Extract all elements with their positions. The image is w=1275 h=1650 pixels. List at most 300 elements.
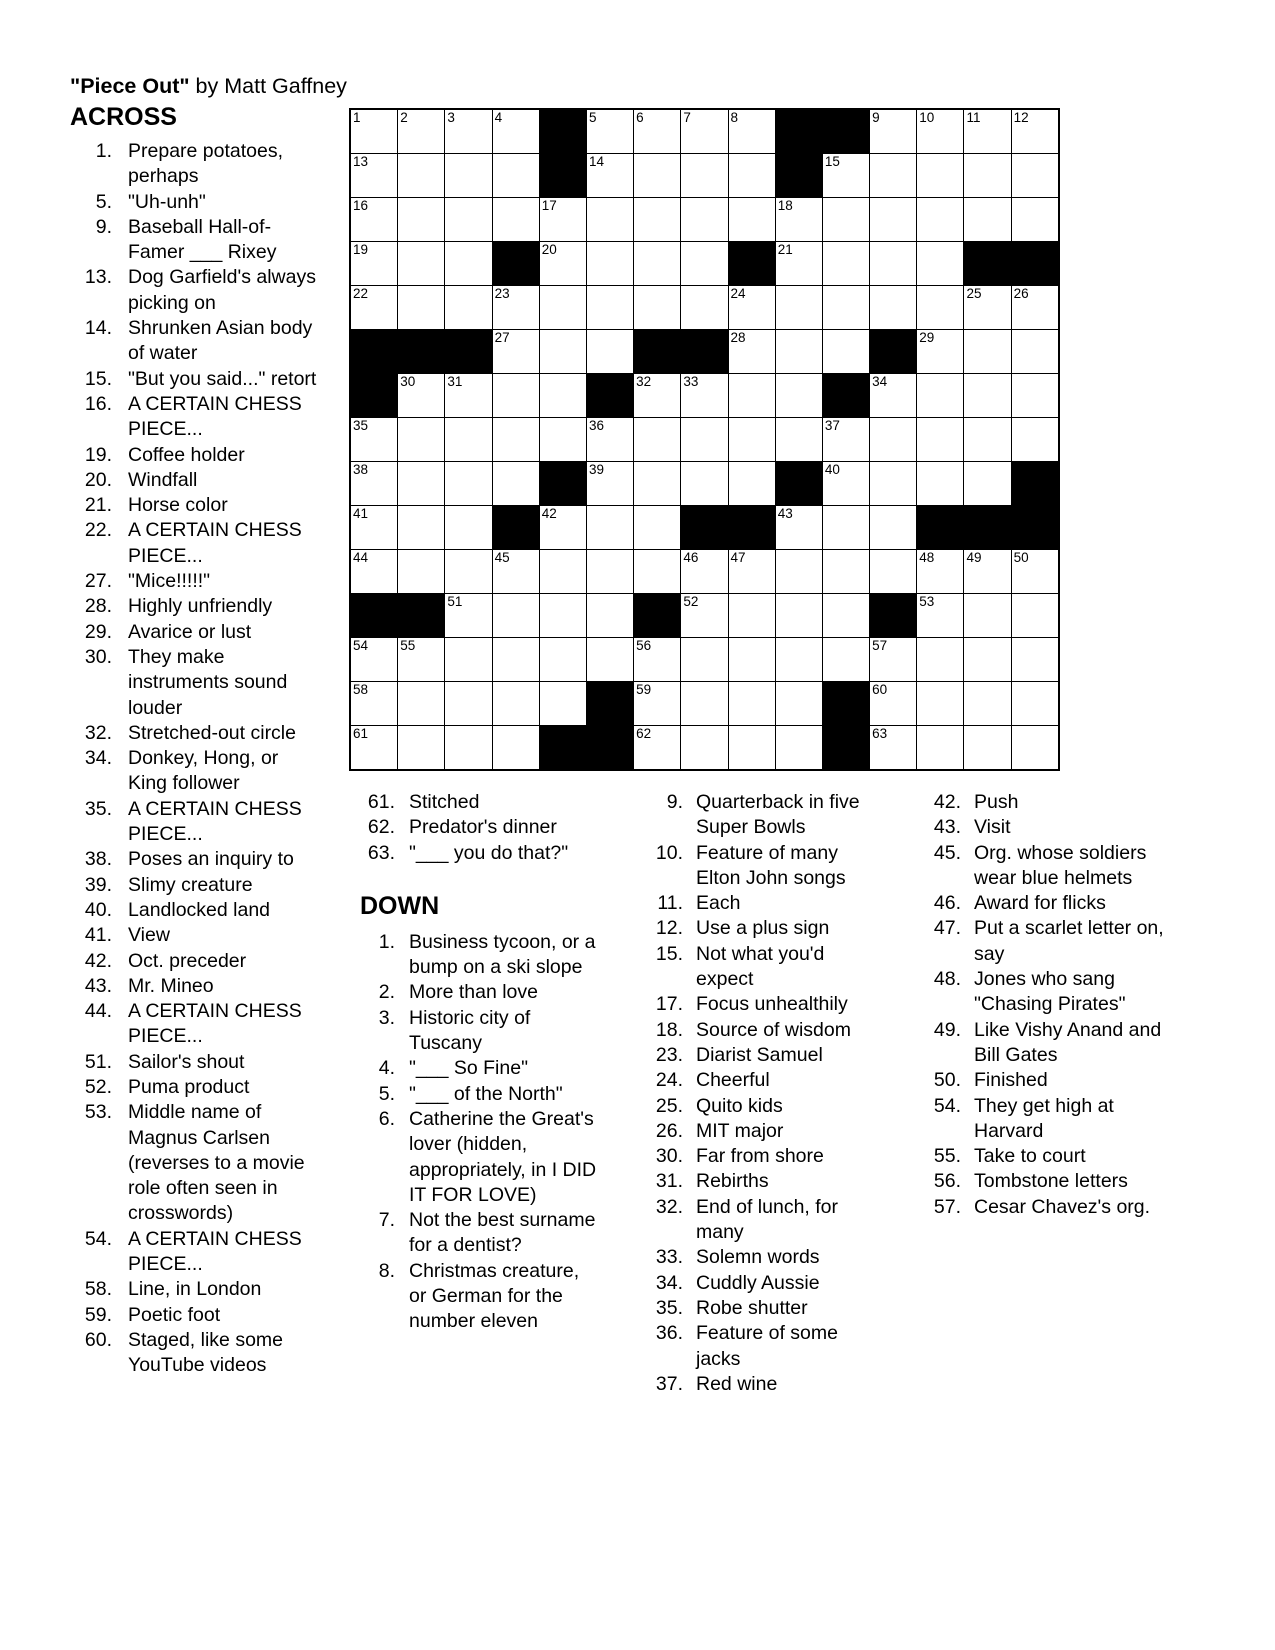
clue-text: Windfall [128, 468, 198, 491]
clue-number: 2. [378, 981, 395, 1004]
grid-cell[interactable] [964, 726, 1010, 769]
grid-cell[interactable] [729, 286, 775, 329]
grid-cell[interactable] [729, 726, 775, 769]
grid-cell[interactable] [964, 374, 1010, 417]
grid-cell[interactable] [681, 154, 727, 197]
down-clue-list-1 [330, 930, 601, 1335]
clue-34 [64, 746, 318, 797]
grid-cell[interactable] [540, 682, 586, 725]
cell-number: 48 [919, 550, 935, 565]
clue-text: Visit [974, 816, 1011, 839]
down-heading: DOWN [360, 891, 440, 920]
grid-cell[interactable] [634, 726, 680, 769]
cell-number: 39 [588, 462, 604, 477]
grid-cell[interactable] [587, 594, 633, 637]
grid-cell[interactable] [493, 286, 539, 329]
grid-cell[interactable] [540, 638, 586, 681]
grid-cell[interactable] [964, 330, 1010, 373]
grid-cell[interactable] [351, 638, 397, 681]
grid-cell[interactable] [398, 726, 444, 769]
grid-cell[interactable] [587, 154, 633, 197]
clue-6 [330, 1107, 601, 1208]
grid-cell[interactable] [1012, 154, 1058, 197]
grid-cell[interactable] [681, 682, 727, 725]
cell-number: 58 [353, 682, 369, 697]
clue-text: View [128, 924, 170, 947]
grid-cell-black [776, 110, 822, 153]
grid-cell[interactable] [964, 682, 1010, 725]
grid-cell[interactable] [729, 110, 775, 153]
clue-number: 32. [84, 721, 112, 744]
grid-cell[interactable] [540, 242, 586, 285]
grid-cell[interactable] [445, 374, 491, 417]
cell-number: 9 [872, 110, 880, 125]
grid-cell[interactable] [870, 550, 916, 593]
grid-cell[interactable] [870, 506, 916, 549]
grid-cell[interactable] [634, 374, 680, 417]
clue-number: 24. [655, 1069, 683, 1092]
clue-number: 58. [84, 1278, 112, 1301]
clue-text: More than love [409, 981, 538, 1004]
clue-number: 43. [933, 816, 961, 839]
grid-cell[interactable] [398, 374, 444, 417]
grid-cell[interactable] [634, 286, 680, 329]
grid-cell[interactable] [823, 506, 869, 549]
clue-number: 54. [933, 1094, 961, 1117]
clue-3 [330, 1006, 601, 1057]
grid-cell[interactable] [964, 418, 1010, 461]
clue-number: 51. [84, 1050, 112, 1073]
grid-cell[interactable] [1012, 330, 1058, 373]
grid-cell[interactable] [681, 286, 727, 329]
grid-cell[interactable] [493, 418, 539, 461]
grid-cell[interactable] [776, 418, 822, 461]
grid-cell[interactable] [917, 330, 963, 373]
clue-25 [608, 1094, 886, 1119]
across-heading: ACROSS [70, 103, 177, 131]
grid-cell[interactable] [540, 286, 586, 329]
grid-cell[interactable] [681, 374, 727, 417]
clue-text: Not the best surname for a dentist? [409, 1209, 596, 1257]
grid-cell[interactable] [681, 242, 727, 285]
clue-17 [608, 992, 886, 1017]
grid-cell[interactable] [1012, 418, 1058, 461]
grid-cell[interactable] [445, 550, 491, 593]
grid-cell[interactable] [729, 550, 775, 593]
grid-cell[interactable] [964, 462, 1010, 505]
grid-cell[interactable] [493, 374, 539, 417]
grid-cell[interactable] [398, 418, 444, 461]
clue-number: 34. [655, 1271, 683, 1294]
grid-cell[interactable] [493, 550, 539, 593]
clue-number: 15. [655, 942, 683, 965]
clue-number: 31. [655, 1170, 683, 1193]
grid-cell[interactable] [398, 506, 444, 549]
clue-number: 6. [378, 1107, 395, 1130]
clue-text: Business tycoon, or a bump on a ski slope [409, 930, 596, 979]
grid-cell[interactable] [587, 110, 633, 153]
clue-35 [64, 797, 318, 848]
grid-cell[interactable] [917, 682, 963, 725]
clue-text: Baseball Hall-of-Famer ___ Rixey [128, 215, 277, 264]
grid-cell[interactable] [445, 594, 491, 637]
grid-cell[interactable] [729, 594, 775, 637]
grid-cell[interactable] [1012, 638, 1058, 681]
clue-number: 43. [84, 974, 112, 997]
grid-cell[interactable] [587, 242, 633, 285]
grid-cell[interactable] [398, 154, 444, 197]
grid-cell[interactable] [445, 110, 491, 153]
grid-cell[interactable] [587, 330, 633, 373]
grid-cell[interactable] [823, 638, 869, 681]
clue-text: Rebirths [696, 1170, 769, 1193]
cell-number: 30 [400, 374, 416, 389]
grid-cell[interactable] [587, 462, 633, 505]
grid-cell[interactable] [681, 550, 727, 593]
grid-cell[interactable] [634, 638, 680, 681]
grid-cell[interactable] [351, 110, 397, 153]
grid-cell[interactable] [870, 682, 916, 725]
grid-cell[interactable] [540, 374, 586, 417]
grid-cell[interactable] [634, 242, 680, 285]
grid-cell[interactable] [634, 110, 680, 153]
grid-cell[interactable] [445, 682, 491, 725]
clue-number: 63. [367, 841, 395, 864]
grid-cell[interactable] [823, 550, 869, 593]
grid-cell[interactable] [398, 242, 444, 285]
grid-cell[interactable] [917, 418, 963, 461]
grid-cell[interactable] [540, 198, 586, 241]
clue-number: 18. [655, 1018, 683, 1041]
clue-text: "___ of the North" [409, 1082, 563, 1105]
grid-cell[interactable] [729, 374, 775, 417]
grid-cell-black [351, 330, 397, 373]
clue-8 [330, 1259, 601, 1335]
clue-41 [64, 923, 318, 948]
grid-cell[interactable] [1012, 594, 1058, 637]
grid-cell-black [964, 506, 1010, 549]
grid-cell-black [351, 374, 397, 417]
grid-cell[interactable] [917, 726, 963, 769]
grid-cell[interactable] [587, 198, 633, 241]
cell-number: 19 [353, 242, 369, 257]
clue-text: Focus unhealthily [696, 993, 848, 1016]
grid-cell[interactable] [870, 154, 916, 197]
across-overflow-and-down-column [330, 790, 601, 1335]
grid-cell[interactable] [445, 198, 491, 241]
grid-cell[interactable] [351, 286, 397, 329]
grid-cell[interactable] [445, 462, 491, 505]
grid-cell[interactable] [398, 682, 444, 725]
clue-19 [64, 443, 318, 468]
clue-number: 19. [84, 443, 112, 466]
grid-cell[interactable] [493, 682, 539, 725]
grid-cell[interactable] [776, 682, 822, 725]
cell-number: 57 [872, 638, 888, 653]
cell-number: 46 [683, 550, 699, 565]
grid-cell[interactable] [493, 198, 539, 241]
grid-cell[interactable] [917, 198, 963, 241]
grid-cell[interactable] [964, 154, 1010, 197]
clue-14 [64, 316, 318, 367]
grid-cell[interactable] [445, 242, 491, 285]
grid-cell[interactable] [540, 550, 586, 593]
grid-cell[interactable] [776, 198, 822, 241]
grid-cell-black [870, 330, 916, 373]
grid-cell[interactable] [870, 198, 916, 241]
grid-cell[interactable] [634, 462, 680, 505]
grid-cell[interactable] [351, 506, 397, 549]
grid-cell[interactable] [634, 550, 680, 593]
grid-cell[interactable] [964, 594, 1010, 637]
cell-number: 23 [494, 286, 510, 301]
grid-cell[interactable] [398, 286, 444, 329]
clue-33 [608, 1245, 886, 1270]
clue-number: 39. [84, 873, 112, 896]
clue-10 [608, 841, 886, 892]
grid-cell[interactable] [917, 638, 963, 681]
grid-cell[interactable] [776, 638, 822, 681]
grid-cell[interactable] [540, 330, 586, 373]
grid-cell[interactable] [1012, 198, 1058, 241]
grid-cell[interactable] [964, 110, 1010, 153]
clue-62 [330, 815, 601, 840]
grid-cell[interactable] [917, 110, 963, 153]
grid-cell[interactable] [445, 726, 491, 769]
clue-number: 62. [367, 816, 395, 839]
clue-number: 38. [84, 848, 112, 871]
grid-cell[interactable] [870, 374, 916, 417]
grid-cell[interactable] [917, 286, 963, 329]
grid-cell[interactable] [776, 286, 822, 329]
clue-number: 26. [655, 1119, 683, 1142]
grid-cell-black [587, 374, 633, 417]
grid-cell[interactable] [729, 154, 775, 197]
grid-cell[interactable] [823, 242, 869, 285]
grid-cell[interactable] [445, 154, 491, 197]
clue-number: 44. [84, 1000, 112, 1023]
grid-cell[interactable] [681, 726, 727, 769]
clue-number: 1. [378, 930, 395, 953]
grid-cell[interactable] [351, 418, 397, 461]
grid-cell[interactable] [729, 682, 775, 725]
grid-cell[interactable] [823, 330, 869, 373]
grid-cell[interactable] [870, 638, 916, 681]
cell-number: 5 [588, 110, 597, 125]
grid-cell[interactable] [776, 374, 822, 417]
grid-cell[interactable] [445, 506, 491, 549]
grid-cell[interactable] [964, 550, 1010, 593]
grid-cell[interactable] [823, 198, 869, 241]
grid-cell[interactable] [917, 550, 963, 593]
grid-cell[interactable] [587, 506, 633, 549]
grid-cell[interactable] [1012, 286, 1058, 329]
grid-cell[interactable] [823, 594, 869, 637]
grid-cell[interactable] [917, 374, 963, 417]
grid-cell[interactable] [917, 594, 963, 637]
cell-number: 33 [683, 374, 699, 389]
grid-cell[interactable] [681, 594, 727, 637]
grid-cell[interactable] [1012, 682, 1058, 725]
grid-cell[interactable] [351, 682, 397, 725]
grid-cell[interactable] [540, 418, 586, 461]
grid-cell[interactable] [351, 198, 397, 241]
cell-number: 62 [636, 726, 652, 741]
grid-cell[interactable] [917, 154, 963, 197]
grid-cell[interactable] [776, 594, 822, 637]
grid-cell[interactable] [776, 726, 822, 769]
cell-number: 28 [730, 330, 746, 345]
grid-cell[interactable] [493, 638, 539, 681]
cell-number: 61 [353, 726, 369, 741]
grid-cell[interactable] [823, 462, 869, 505]
grid-cell[interactable] [587, 286, 633, 329]
clue-number: 12. [655, 917, 683, 940]
cell-number: 54 [353, 638, 369, 653]
cell-number: 6 [636, 110, 644, 125]
cell-number: 44 [353, 550, 369, 565]
grid-cell[interactable] [398, 550, 444, 593]
grid-cell[interactable] [351, 726, 397, 769]
grid-cell[interactable] [398, 462, 444, 505]
grid-cell[interactable] [493, 462, 539, 505]
grid-cell[interactable] [776, 330, 822, 373]
grid-cell[interactable] [870, 726, 916, 769]
grid-cell[interactable] [729, 638, 775, 681]
grid-cell[interactable] [587, 418, 633, 461]
grid-cell[interactable] [964, 198, 1010, 241]
clue-text: "___ So Fine" [409, 1057, 528, 1080]
grid-cell[interactable] [681, 638, 727, 681]
clue-4 [330, 1056, 601, 1081]
clue-text: Stretched-out circle [128, 721, 296, 744]
grid-cell[interactable] [681, 418, 727, 461]
cell-number: 56 [636, 638, 652, 653]
grid-cell[interactable] [870, 242, 916, 285]
grid-cell[interactable] [729, 330, 775, 373]
grid-cell[interactable] [823, 418, 869, 461]
grid-cell[interactable] [870, 110, 916, 153]
clue-30 [64, 645, 318, 721]
grid-cell[interactable] [634, 506, 680, 549]
grid-cell[interactable] [870, 418, 916, 461]
grid-cell[interactable] [729, 198, 775, 241]
grid-cell[interactable] [587, 550, 633, 593]
clue-number: 53. [84, 1101, 112, 1124]
clue-38 [64, 847, 318, 872]
grid-cell[interactable] [540, 506, 586, 549]
clue-number: 15. [84, 367, 112, 390]
grid-cell[interactable] [776, 550, 822, 593]
grid-cell[interactable] [351, 462, 397, 505]
grid-cell[interactable] [445, 418, 491, 461]
cell-number: 43 [777, 506, 793, 521]
grid-cell[interactable] [870, 462, 916, 505]
grid-cell-black [540, 110, 586, 153]
cell-number: 49 [966, 550, 982, 565]
clue-31 [608, 1169, 886, 1194]
grid-cell[interactable] [493, 154, 539, 197]
puzzle-title-text: "Piece Out" [70, 74, 190, 98]
clue-text: MIT major [696, 1119, 784, 1142]
grid-cell[interactable] [1012, 374, 1058, 417]
grid-cell[interactable] [351, 154, 397, 197]
clue-number: 47. [933, 917, 961, 940]
down-clue-list-3 [886, 790, 1170, 1220]
grid-cell[interactable] [398, 110, 444, 153]
clue-text: Finished [974, 1069, 1048, 1092]
clue-number: 41. [84, 924, 112, 947]
grid-cell[interactable] [634, 154, 680, 197]
clue-44 [64, 999, 318, 1050]
grid-cell[interactable] [823, 286, 869, 329]
grid-cell[interactable] [917, 462, 963, 505]
clue-text: Like Vishy Anand and Bill Gates [974, 1018, 1162, 1066]
grid-cell[interactable] [1012, 110, 1058, 153]
grid-cell[interactable] [493, 726, 539, 769]
grid-cell[interactable] [729, 462, 775, 505]
grid-cell[interactable] [398, 638, 444, 681]
clue-number: 34. [84, 747, 112, 770]
grid-cell[interactable] [964, 286, 1010, 329]
grid-cell[interactable] [634, 198, 680, 241]
clue-number: 36. [655, 1322, 683, 1345]
grid-cell[interactable] [681, 110, 727, 153]
clue-text: Staged, like some YouTube videos [128, 1328, 284, 1377]
grid-cell[interactable] [823, 154, 869, 197]
cell-number: 45 [494, 550, 510, 565]
grid-cell[interactable] [776, 242, 822, 285]
clue-text: "But you said..." retort [128, 367, 317, 390]
grid-cell[interactable] [493, 110, 539, 153]
grid-cell[interactable] [493, 330, 539, 373]
clue-text: Push [974, 791, 1019, 813]
grid-cell[interactable] [445, 286, 491, 329]
grid-cell[interactable] [493, 594, 539, 637]
grid-cell[interactable] [729, 418, 775, 461]
grid-cell[interactable] [776, 506, 822, 549]
grid-cell-black [823, 110, 869, 153]
grid-cell[interactable] [917, 242, 963, 285]
grid-cell[interactable] [634, 682, 680, 725]
cell-number: 38 [353, 462, 369, 477]
clue-text: Not what you'd expect [696, 942, 825, 991]
clue-39 [64, 873, 318, 898]
grid-cell[interactable] [1012, 550, 1058, 593]
clue-text: Shrunken Asian body of water [128, 317, 313, 365]
grid-cell[interactable] [351, 550, 397, 593]
grid-cell[interactable] [634, 418, 680, 461]
grid-cell[interactable] [870, 286, 916, 329]
clue-text: Org. whose soldiers wear blue helmets [974, 841, 1147, 889]
cell-number: 11 [966, 110, 981, 125]
clue-text: Feature of some jacks [696, 1322, 838, 1370]
grid-cell-black [964, 242, 1010, 285]
grid-cell[interactable] [351, 242, 397, 285]
grid-cell[interactable] [964, 638, 1010, 681]
grid-cell[interactable] [681, 198, 727, 241]
grid-cell[interactable] [398, 198, 444, 241]
grid-cell[interactable] [587, 638, 633, 681]
clue-text: Horse color [128, 494, 228, 517]
grid-cell[interactable] [445, 638, 491, 681]
grid-cell[interactable] [681, 462, 727, 505]
clue-text: Red wine [696, 1372, 778, 1395]
cell-number: 59 [636, 682, 652, 697]
clue-20 [64, 468, 318, 493]
grid-cell[interactable] [1012, 726, 1058, 769]
grid-cell[interactable] [540, 594, 586, 637]
